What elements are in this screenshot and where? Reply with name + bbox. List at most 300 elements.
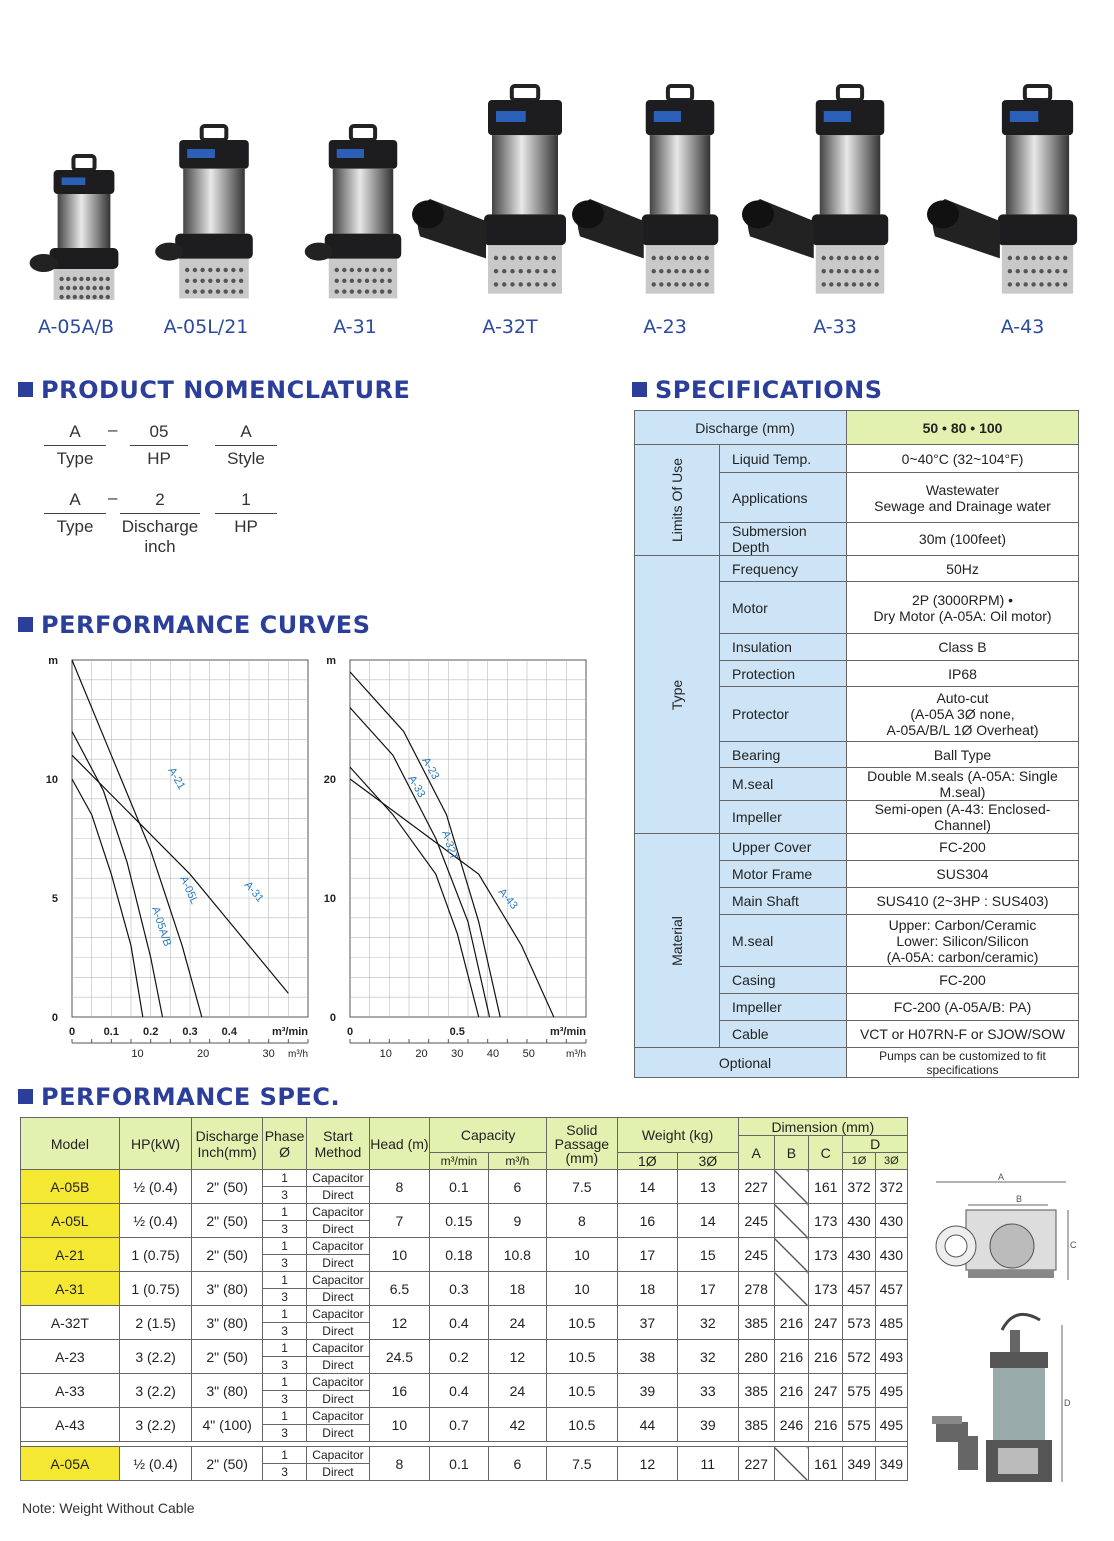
col-d: D bbox=[843, 1136, 908, 1153]
y-unit-label: m bbox=[48, 655, 58, 667]
cap-min-cell: 0.7 bbox=[430, 1408, 488, 1442]
start-cell: Direct bbox=[307, 1425, 369, 1442]
w1-cell: 18 bbox=[617, 1272, 677, 1306]
nomenclature-dash: – bbox=[108, 488, 118, 507]
solid-cell: 7.5 bbox=[547, 1447, 618, 1481]
d1-cell: 575 bbox=[843, 1374, 875, 1408]
b-cell: 216 bbox=[774, 1340, 808, 1374]
d1-cell: 430 bbox=[843, 1204, 875, 1238]
cap-min-cell: 0.2 bbox=[430, 1340, 488, 1374]
spec-key: Protection bbox=[720, 661, 847, 687]
spec-key: Applications bbox=[720, 473, 847, 523]
hp-cell: ½ (0.4) bbox=[119, 1447, 192, 1481]
phase-cell: 1 bbox=[262, 1374, 306, 1391]
cap-h-cell: 42 bbox=[488, 1408, 546, 1442]
nomenclature-desc: Style bbox=[215, 445, 277, 469]
w3-cell: 17 bbox=[678, 1272, 738, 1306]
start-cell: Capacitor bbox=[307, 1204, 369, 1221]
spec-value: 2P (3000RPM) • Dry Motor (A-05A: Oil motor) bbox=[847, 582, 1079, 634]
a-cell: 245 bbox=[738, 1204, 774, 1238]
b-cell: 216 bbox=[774, 1374, 808, 1408]
hp-cell: 2 (1.5) bbox=[119, 1306, 192, 1340]
w3-cell: 33 bbox=[678, 1374, 738, 1408]
head-cell: 12 bbox=[369, 1306, 429, 1340]
col-w1: 1Ø bbox=[617, 1153, 677, 1170]
start-cell: Capacitor bbox=[307, 1408, 369, 1425]
curve-label: A-33 bbox=[405, 773, 428, 800]
w1-cell: 44 bbox=[617, 1408, 677, 1442]
w3-cell: 15 bbox=[678, 1238, 738, 1272]
phase-cell: 1 bbox=[262, 1408, 306, 1425]
spec-key: Bearing bbox=[720, 742, 847, 768]
pump-label: A-33 bbox=[813, 316, 857, 338]
specifications-table bbox=[634, 410, 1079, 1078]
model-cell: A-05B bbox=[21, 1170, 120, 1204]
spec-value: Class B bbox=[847, 634, 1079, 661]
solid-cell: 10.5 bbox=[547, 1374, 618, 1408]
x2-tick-label: 30 bbox=[262, 1048, 275, 1060]
y-tick-label: 20 bbox=[323, 774, 336, 786]
dim-label-d: D bbox=[1064, 1398, 1071, 1408]
start-cell: Capacitor bbox=[307, 1447, 369, 1464]
hp-cell: 3 (2.2) bbox=[119, 1408, 192, 1442]
table-row bbox=[21, 1374, 908, 1391]
w1-cell: 17 bbox=[617, 1238, 677, 1272]
x-tick-label: 0.2 bbox=[143, 1026, 159, 1038]
phase-cell: 3 bbox=[262, 1464, 306, 1481]
spec-value: 0~40°C (32~104°F) bbox=[847, 445, 1079, 473]
discharge-cell: 2" (50) bbox=[192, 1204, 263, 1238]
d1-cell: 575 bbox=[843, 1408, 875, 1442]
d3-cell: 493 bbox=[875, 1340, 907, 1374]
head-cell: 10 bbox=[369, 1238, 429, 1272]
col-weight: Weight (kg) bbox=[617, 1118, 738, 1153]
d3-cell: 349 bbox=[875, 1447, 907, 1481]
col-a: A bbox=[738, 1136, 774, 1170]
dim-label-b: B bbox=[1016, 1194, 1023, 1204]
col-dimension: Dimension (mm) bbox=[738, 1118, 907, 1136]
spec-value: 50Hz bbox=[847, 556, 1079, 582]
a-cell: 385 bbox=[738, 1306, 774, 1340]
pump-image-a-33 bbox=[740, 80, 910, 300]
performance-curves-chart bbox=[40, 650, 615, 1060]
model-cell: A-21 bbox=[21, 1238, 120, 1272]
c-cell: 247 bbox=[809, 1374, 843, 1408]
nomenclature-row1-item bbox=[215, 422, 277, 469]
pump-label: A-05A/B bbox=[37, 316, 115, 338]
w3-cell: 11 bbox=[678, 1447, 738, 1481]
nomenclature-row2-item bbox=[120, 490, 200, 557]
c-cell: 216 bbox=[809, 1340, 843, 1374]
col-cap-min: m³/min bbox=[430, 1153, 488, 1170]
start-cell: Capacitor bbox=[307, 1238, 369, 1255]
d1-cell: 457 bbox=[843, 1272, 875, 1306]
specs-title: SPECIFICATIONS bbox=[632, 376, 883, 404]
start-cell: Direct bbox=[307, 1255, 369, 1272]
model-cell: A-23 bbox=[21, 1340, 120, 1374]
a-cell: 280 bbox=[738, 1340, 774, 1374]
table-row bbox=[21, 1204, 908, 1221]
phase-cell: 1 bbox=[262, 1340, 306, 1357]
phase-cell: 1 bbox=[262, 1447, 306, 1464]
spec-value: Upper: Carbon/Ceramic Lower: Silicon/Silicon (A-05A: carbon/ceramic) bbox=[847, 915, 1079, 967]
a-cell: 227 bbox=[738, 1447, 774, 1481]
start-cell: Direct bbox=[307, 1187, 369, 1204]
b-cell bbox=[774, 1204, 808, 1238]
col-c: C bbox=[809, 1136, 843, 1170]
nomenclature-desc: Discharge inch bbox=[120, 513, 200, 557]
nomenclature-desc: Type bbox=[44, 445, 106, 469]
spec-key: Liquid Temp. bbox=[720, 445, 847, 473]
w3-cell: 13 bbox=[678, 1170, 738, 1204]
spec-key: Optional bbox=[635, 1048, 847, 1078]
spec-value: Pumps can be customized to fit specifications bbox=[847, 1048, 1079, 1078]
start-cell: Direct bbox=[307, 1289, 369, 1306]
pump-image-a-05l-21 bbox=[130, 120, 302, 300]
spec-key: Motor Frame bbox=[720, 861, 847, 888]
cap-h-cell: 6 bbox=[488, 1170, 546, 1204]
pump-image-a-23 bbox=[570, 80, 740, 300]
x-tick-label: 0.3 bbox=[182, 1026, 198, 1038]
col-head: Head (m) bbox=[369, 1118, 429, 1170]
spec-key: Impeller bbox=[720, 994, 847, 1021]
y-tick-label: 5 bbox=[51, 893, 58, 905]
cap-min-cell: 0.1 bbox=[430, 1447, 488, 1481]
x-tick-label: 0.5 bbox=[449, 1026, 465, 1038]
model-cell: A-32T bbox=[21, 1306, 120, 1340]
spec-key: Insulation bbox=[720, 634, 847, 661]
x-tick-label: 0 bbox=[68, 1026, 76, 1038]
table-row bbox=[21, 1408, 908, 1425]
curve-label: A-05L bbox=[177, 874, 201, 907]
curve-label: A-21 bbox=[165, 765, 188, 792]
spec-group-label: Type bbox=[635, 556, 720, 834]
start-cell: Direct bbox=[307, 1357, 369, 1374]
discharge-cell: 2" (50) bbox=[192, 1170, 263, 1204]
spec-value: Auto-cut (A-05A 3Ø none, A-05A/B/L 1Ø Overheat) bbox=[847, 687, 1079, 742]
nomenclature-row2-item bbox=[215, 490, 277, 537]
model-cell: A-05A bbox=[21, 1447, 120, 1481]
head-cell: 7 bbox=[369, 1204, 429, 1238]
x-tick-label: 0 bbox=[346, 1026, 354, 1038]
d3-cell: 372 bbox=[875, 1170, 907, 1204]
head-cell: 16 bbox=[369, 1374, 429, 1408]
a-cell: 385 bbox=[738, 1408, 774, 1442]
phase-cell: 3 bbox=[262, 1187, 306, 1204]
col-hp: HP(kW) bbox=[119, 1118, 192, 1170]
nomenclature-row2-item bbox=[44, 490, 106, 537]
start-cell: Capacitor bbox=[307, 1306, 369, 1323]
x2-tick-label: 50 bbox=[522, 1048, 535, 1060]
spec-value: VCT or H07RN-F or SJOW/SOW bbox=[847, 1021, 1079, 1048]
start-cell: Capacitor bbox=[307, 1272, 369, 1289]
table-row bbox=[21, 1170, 908, 1187]
d1-cell: 573 bbox=[843, 1306, 875, 1340]
table-row bbox=[21, 1272, 908, 1289]
nomenclature-code: A bbox=[69, 422, 81, 441]
x-tick-label: 0.4 bbox=[221, 1026, 237, 1038]
dimension-diagram bbox=[928, 1170, 1078, 1500]
curve-label: A-31 bbox=[241, 879, 266, 905]
b-cell bbox=[774, 1272, 808, 1306]
spec-key: M.seal bbox=[720, 915, 847, 967]
c-cell: 173 bbox=[809, 1238, 843, 1272]
model-cell: A-31 bbox=[21, 1272, 120, 1306]
perf-spec-title: PERFORMANCE SPEC. bbox=[18, 1083, 340, 1111]
head-cell: 6.5 bbox=[369, 1272, 429, 1306]
hp-cell: ½ (0.4) bbox=[119, 1170, 192, 1204]
start-cell: Capacitor bbox=[307, 1340, 369, 1357]
nomenclature-code: A bbox=[240, 422, 252, 441]
y-tick-label: 0 bbox=[51, 1012, 58, 1024]
x2-tick-label: 20 bbox=[415, 1048, 428, 1060]
pump-image-a-43 bbox=[925, 80, 1100, 300]
phase-cell: 1 bbox=[262, 1306, 306, 1323]
d3-cell: 495 bbox=[875, 1408, 907, 1442]
phase-cell: 1 bbox=[262, 1170, 306, 1187]
phase-cell: 3 bbox=[262, 1323, 306, 1340]
w1-cell: 37 bbox=[617, 1306, 677, 1340]
c-cell: 173 bbox=[809, 1204, 843, 1238]
cap-min-cell: 0.4 bbox=[430, 1374, 488, 1408]
col-capacity: Capacity bbox=[430, 1118, 547, 1153]
x2-tick-label: 40 bbox=[486, 1048, 500, 1060]
cap-min-cell: 0.3 bbox=[430, 1272, 488, 1306]
nomenclature-code: 05 bbox=[149, 422, 169, 441]
nomenclature-dash: – bbox=[108, 420, 118, 439]
w3-cell: 32 bbox=[678, 1306, 738, 1340]
hp-cell: 1 (0.75) bbox=[119, 1272, 192, 1306]
y-unit-label: m bbox=[326, 655, 336, 667]
start-cell: Capacitor bbox=[307, 1374, 369, 1391]
hp-cell: 3 (2.2) bbox=[119, 1340, 192, 1374]
col-solid: Solid Passage (mm) bbox=[547, 1118, 618, 1170]
dim-label-c: C bbox=[1070, 1240, 1077, 1250]
cap-min-cell: 0.15 bbox=[430, 1204, 488, 1238]
d3-cell: 430 bbox=[875, 1238, 907, 1272]
x2-tick-label: 10 bbox=[379, 1048, 392, 1060]
c-cell: 161 bbox=[809, 1170, 843, 1204]
spec-key: Protector bbox=[720, 687, 847, 742]
w3-cell: 14 bbox=[678, 1204, 738, 1238]
cap-h-cell: 18 bbox=[488, 1272, 546, 1306]
head-cell: 24.5 bbox=[369, 1340, 429, 1374]
model-cell: A-33 bbox=[21, 1374, 120, 1408]
spec-value: SUS304 bbox=[847, 861, 1079, 888]
nomenclature-code: 2 bbox=[155, 490, 165, 509]
nomenclature-code: A bbox=[69, 490, 81, 509]
spec-key: Frequency bbox=[720, 556, 847, 582]
col-w3: 3Ø bbox=[678, 1153, 738, 1170]
w1-cell: 38 bbox=[617, 1340, 677, 1374]
y-tick-label: 10 bbox=[45, 774, 58, 786]
b-cell bbox=[774, 1170, 808, 1204]
x-tick-label: 0.1 bbox=[103, 1026, 119, 1038]
nomenclature-code: 1 bbox=[241, 490, 251, 509]
curve-label: A-43 bbox=[495, 886, 520, 912]
cap-h-cell: 12 bbox=[488, 1340, 546, 1374]
start-cell: Direct bbox=[307, 1391, 369, 1408]
hp-cell: ½ (0.4) bbox=[119, 1204, 192, 1238]
spec-value: Wastewater Sewage and Drainage water bbox=[847, 473, 1079, 523]
weight-note: Note: Weight Without Cable bbox=[22, 1500, 195, 1516]
col-d3: 3Ø bbox=[875, 1153, 907, 1170]
spec-value: Semi-open (A-43: Enclosed-Channel) bbox=[847, 801, 1079, 834]
x2-tick-label: 10 bbox=[131, 1048, 144, 1060]
head-cell: 8 bbox=[369, 1170, 429, 1204]
cap-h-cell: 10.8 bbox=[488, 1238, 546, 1272]
curve-label: A-23 bbox=[419, 755, 442, 782]
discharge-cell: 3" (80) bbox=[192, 1374, 263, 1408]
x2-unit-label: m³/h bbox=[288, 1049, 308, 1060]
table-row bbox=[21, 1447, 908, 1464]
discharge-cell: 3" (80) bbox=[192, 1272, 263, 1306]
spec-key: Submersion Depth bbox=[720, 523, 847, 556]
nomenclature-desc: HP bbox=[130, 445, 188, 469]
cap-h-cell: 9 bbox=[488, 1204, 546, 1238]
spec-group-label: Material bbox=[635, 834, 720, 1048]
col-b: B bbox=[774, 1136, 808, 1170]
discharge-cell: 2" (50) bbox=[192, 1238, 263, 1272]
col-model: Model bbox=[21, 1118, 120, 1170]
c-cell: 173 bbox=[809, 1272, 843, 1306]
x2-tick-label: 20 bbox=[196, 1048, 210, 1060]
w1-cell: 16 bbox=[617, 1204, 677, 1238]
phase-cell: 3 bbox=[262, 1391, 306, 1408]
curves-title: PERFORMANCE CURVES bbox=[18, 611, 370, 639]
spec-value: Ball Type bbox=[847, 742, 1079, 768]
w3-cell: 39 bbox=[678, 1408, 738, 1442]
x2-unit-label: m³/h bbox=[566, 1049, 586, 1060]
a-cell: 385 bbox=[738, 1374, 774, 1408]
c-cell: 161 bbox=[809, 1447, 843, 1481]
cap-min-cell: 0.18 bbox=[430, 1238, 488, 1272]
d1-cell: 372 bbox=[843, 1170, 875, 1204]
head-cell: 8 bbox=[369, 1447, 429, 1481]
x2-tick-label: 30 bbox=[451, 1048, 464, 1060]
spec-group-label: Limits Of Use bbox=[635, 445, 720, 556]
pump-image-a-32t bbox=[410, 80, 590, 300]
b-cell bbox=[774, 1447, 808, 1481]
solid-cell: 8 bbox=[547, 1204, 618, 1238]
table-row bbox=[21, 1238, 908, 1255]
col-start: Start Method bbox=[307, 1118, 369, 1170]
cap-min-cell: 0.1 bbox=[430, 1170, 488, 1204]
start-cell: Capacitor bbox=[307, 1170, 369, 1187]
a-cell: 245 bbox=[738, 1238, 774, 1272]
solid-cell: 10.5 bbox=[547, 1306, 618, 1340]
cap-h-cell: 24 bbox=[488, 1306, 546, 1340]
solid-cell: 10 bbox=[547, 1272, 618, 1306]
cap-h-cell: 6 bbox=[488, 1447, 546, 1481]
solid-cell: 10 bbox=[547, 1238, 618, 1272]
solid-cell: 10.5 bbox=[547, 1408, 618, 1442]
w1-cell: 39 bbox=[617, 1374, 677, 1408]
nomenclature-desc: Type bbox=[44, 513, 106, 537]
discharge-cell: 2" (50) bbox=[192, 1447, 263, 1481]
d1-cell: 572 bbox=[843, 1340, 875, 1374]
discharge-cell: 4" (100) bbox=[192, 1408, 263, 1442]
phase-cell: 3 bbox=[262, 1425, 306, 1442]
x-unit-label: m³/min bbox=[271, 1026, 308, 1038]
solid-cell: 10.5 bbox=[547, 1340, 618, 1374]
nomenclature-title: PRODUCT NOMENCLATURE bbox=[18, 376, 410, 404]
w1-cell: 12 bbox=[617, 1447, 677, 1481]
head-cell: 10 bbox=[369, 1408, 429, 1442]
table-row bbox=[21, 1306, 908, 1323]
spec-key: Discharge (mm) bbox=[635, 411, 847, 445]
pump-label: A-32T bbox=[482, 316, 538, 338]
phase-cell: 3 bbox=[262, 1357, 306, 1374]
x-unit-label: m³/min bbox=[549, 1026, 586, 1038]
phase-cell: 1 bbox=[262, 1272, 306, 1289]
b-cell: 216 bbox=[774, 1306, 808, 1340]
performance-spec-table bbox=[20, 1117, 908, 1481]
discharge-cell: 3" (80) bbox=[192, 1306, 263, 1340]
start-cell: Direct bbox=[307, 1221, 369, 1238]
pump-label: A-05L/21 bbox=[163, 316, 249, 338]
curve-label: A-05A/B bbox=[149, 905, 174, 948]
curve-chart-2 bbox=[324, 655, 587, 1060]
model-cell: A-43 bbox=[21, 1408, 120, 1442]
spec-value: FC-200 bbox=[847, 834, 1079, 861]
spec-key: Impeller bbox=[720, 801, 847, 834]
w1-cell: 14 bbox=[617, 1170, 677, 1204]
c-cell: 247 bbox=[809, 1306, 843, 1340]
spec-value: 50 • 80 • 100 bbox=[847, 411, 1079, 445]
phase-cell: 1 bbox=[262, 1238, 306, 1255]
a-cell: 227 bbox=[738, 1170, 774, 1204]
table-row bbox=[21, 1340, 908, 1357]
spec-key: Casing bbox=[720, 967, 847, 994]
phase-cell: 3 bbox=[262, 1255, 306, 1272]
b-cell bbox=[774, 1238, 808, 1272]
a-cell: 278 bbox=[738, 1272, 774, 1306]
d3-cell: 485 bbox=[875, 1306, 907, 1340]
curve-chart-1 bbox=[46, 655, 309, 1060]
spec-value: IP68 bbox=[847, 661, 1079, 687]
spec-value: SUS410 (2~3HP : SUS403) bbox=[847, 888, 1079, 915]
b-cell: 246 bbox=[774, 1408, 808, 1442]
w3-cell: 32 bbox=[678, 1340, 738, 1374]
spec-value: FC-200 (A-05A/B: PA) bbox=[847, 994, 1079, 1021]
phase-cell: 3 bbox=[262, 1221, 306, 1238]
cap-min-cell: 0.4 bbox=[430, 1306, 488, 1340]
start-cell: Direct bbox=[307, 1464, 369, 1481]
hp-cell: 1 (0.75) bbox=[119, 1238, 192, 1272]
d1-cell: 430 bbox=[843, 1238, 875, 1272]
nomenclature-row1-item bbox=[44, 422, 106, 469]
spec-value: FC-200 bbox=[847, 967, 1079, 994]
nomenclature-desc: HP bbox=[215, 513, 277, 537]
spec-key: Motor bbox=[720, 582, 847, 634]
spec-key: M.seal bbox=[720, 768, 847, 801]
spec-value: Double M.seals (A-05A: Single M.seal) bbox=[847, 768, 1079, 801]
nomenclature-row1-item bbox=[130, 422, 188, 469]
spec-key: Cable bbox=[720, 1021, 847, 1048]
d1-cell: 349 bbox=[843, 1447, 875, 1481]
phase-cell: 3 bbox=[262, 1289, 306, 1306]
start-cell: Direct bbox=[307, 1323, 369, 1340]
col-cap-h: m³/h bbox=[488, 1153, 546, 1170]
col-d1: 1Ø bbox=[843, 1153, 875, 1170]
pump-label: A-31 bbox=[333, 316, 377, 338]
d3-cell: 430 bbox=[875, 1204, 907, 1238]
col-phase: Phase Ø bbox=[262, 1118, 306, 1170]
y-tick-label: 0 bbox=[329, 1012, 336, 1024]
phase-cell: 1 bbox=[262, 1204, 306, 1221]
hp-cell: 3 (2.2) bbox=[119, 1374, 192, 1408]
